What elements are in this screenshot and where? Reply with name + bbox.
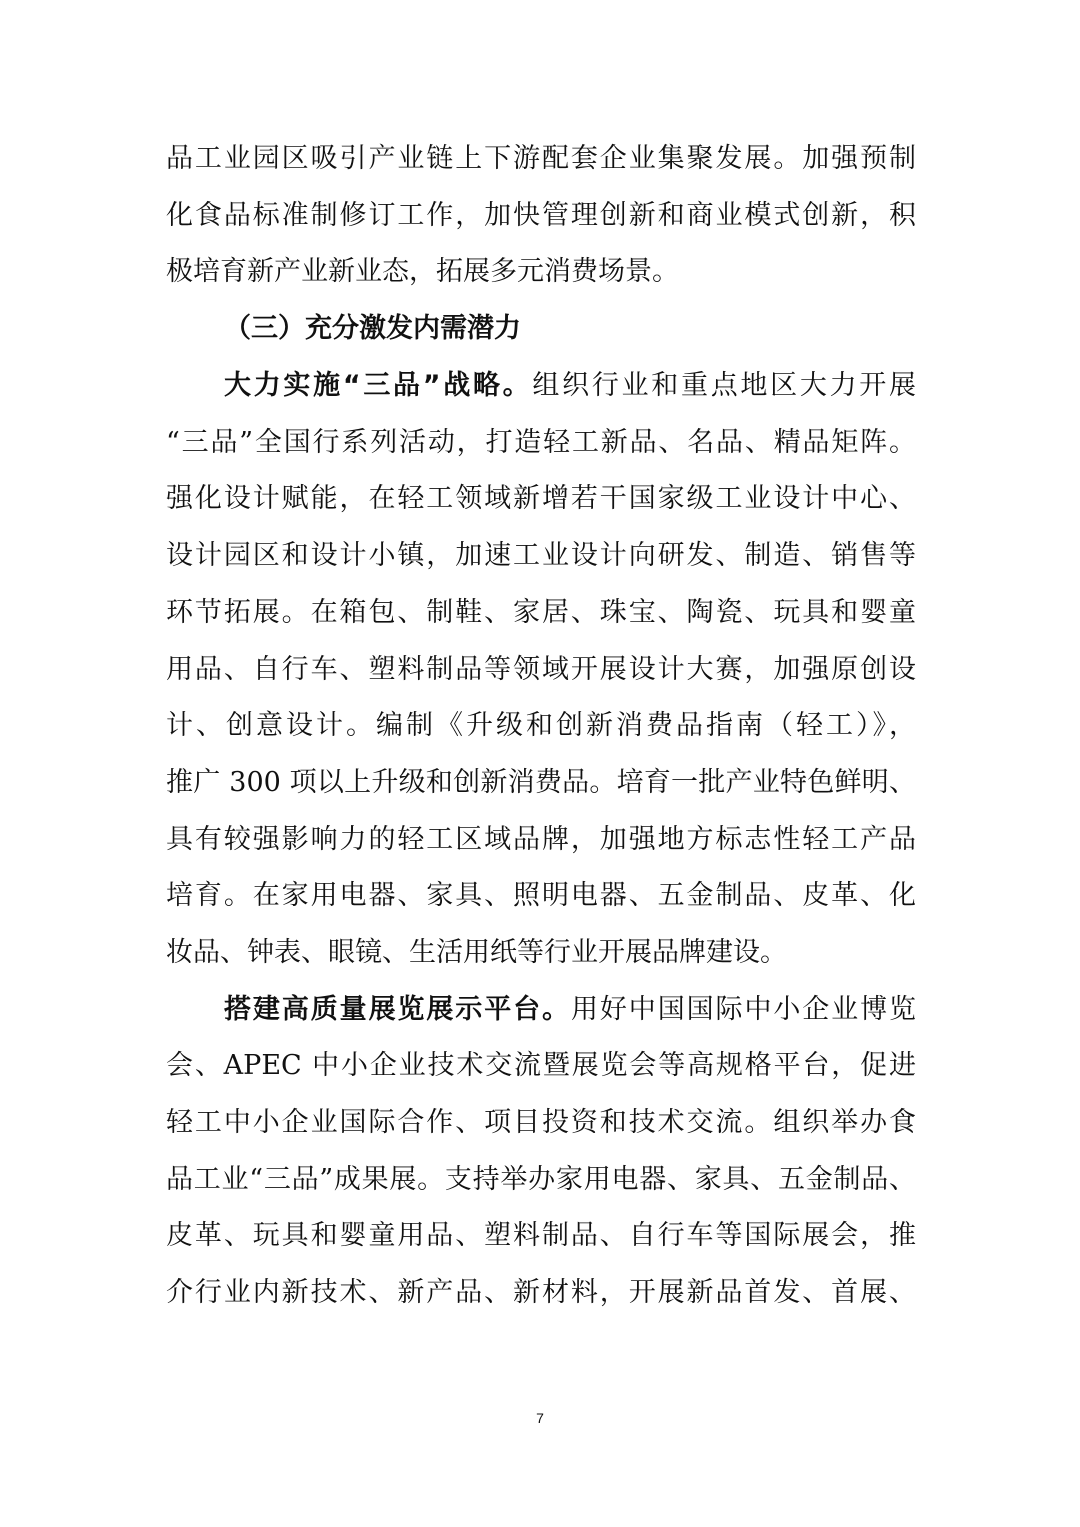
paragraph-lead: 搭建高质量展览展示平台。 — [224, 994, 571, 1025]
section-heading: （三）充分激发内需潜力 — [224, 313, 521, 344]
text-line: 计、创意设计。编制《升级和创新消费品指南（轻工）》， — [166, 710, 916, 741]
text-line: 妆品、钟表、眼镜、生活用纸等行业开展品牌建设。 — [166, 937, 787, 968]
text-line: 品工业“三品”成果展。支持举办家用电器、家具、五金制品、 — [166, 1164, 916, 1195]
text-line: 推广 300 项以上升级和创新消费品。培育一批产业特色鲜明、 — [166, 767, 916, 798]
text-line: “三品”全国行系列活动，打造轻工新品、名品、精品矩阵。 — [166, 427, 916, 458]
text-line: 环节拓展。在箱包、制鞋、家居、珠宝、陶瓷、玩具和婴童 — [166, 597, 916, 628]
text-line: 具有较强影响力的轻工区域品牌，加强地方标志性轻工产品 — [166, 824, 916, 855]
paragraph-first-line — [224, 366, 916, 406]
text-line: 强化设计赋能，在轻工领域新增若干国家级工业设计中心、 — [166, 483, 916, 514]
text-line: 轻工中小企业国际合作、项目投资和技术交流。组织举办食 — [166, 1107, 916, 1138]
text-line: 培育。在家用电器、家具、照明电器、五金制品、皮革、化 — [166, 880, 916, 911]
text-line: 品工业园区吸引产业链上下游配套企业集聚发展。加强预制 — [166, 143, 916, 174]
paragraph-lead-rest: 组织行业和重点地区大力开展 — [532, 370, 916, 401]
text-line: 会、APEC 中小企业技术交流暨展览会等高规格平台，促进 — [166, 1050, 916, 1081]
text-line: 皮革、玩具和婴童用品、塑料制品、自行车等国际展会，推 — [166, 1220, 916, 1251]
text-line: 介行业内新技术、新产品、新材料，开展新品首发、首展、 — [166, 1277, 916, 1308]
paragraph-lead: 大力实施“三品”战略。 — [224, 370, 533, 401]
paragraph-lead-rest: 用好中国国际中小企业博览 — [570, 994, 917, 1025]
paragraph-first-line — [224, 990, 916, 1030]
text-line: 极培育新产业新业态，拓展多元消费场景。 — [166, 256, 679, 287]
text-line: 化食品标准制修订工作，加快管理创新和商业模式创新，积 — [166, 200, 916, 231]
page-number: 7 — [536, 1410, 544, 1426]
text-line: 设计园区和设计小镇，加速工业设计向研发、制造、销售等 — [166, 540, 916, 571]
text-line: 用品、自行车、塑料制品等领域开展设计大赛，加强原创设 — [166, 654, 916, 685]
